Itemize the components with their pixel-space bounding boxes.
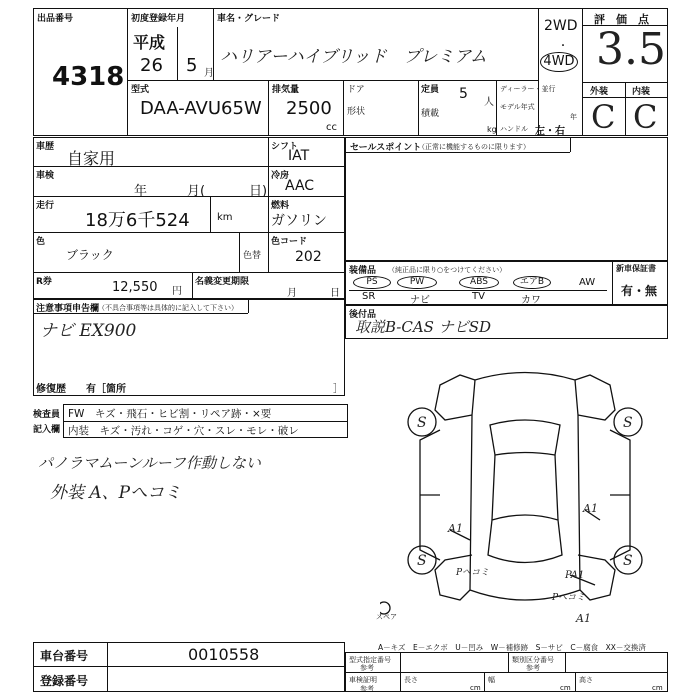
ac-label: 冷房 xyxy=(271,171,290,181)
inspection-year: 年 xyxy=(134,184,148,199)
divider xyxy=(248,299,249,313)
width-label: 幅 xyxy=(488,676,495,684)
mark-p-rear-right: Pへコミ xyxy=(552,593,586,603)
reg-month: 5 xyxy=(186,55,198,76)
warranty-value: 有・無 xyxy=(621,284,658,298)
divider xyxy=(418,80,419,136)
width-unit: cm xyxy=(560,684,571,692)
divider xyxy=(538,8,539,136)
color-code-label: 色コード xyxy=(271,237,308,247)
divider xyxy=(268,232,269,272)
equip-pw: PW xyxy=(397,276,437,289)
color-value: ブラック xyxy=(66,248,114,262)
month-unit: 月 xyxy=(204,68,214,79)
type-label: 型式 xyxy=(131,85,150,95)
capacity-label: 定員 xyxy=(421,85,440,95)
drive-4wd: 4WD xyxy=(540,52,578,72)
inspector-row-2: 内装 キズ・汚れ・コゲ・穴・スレ・モレ・破レ xyxy=(68,425,299,437)
shape-label: 形状 xyxy=(347,107,366,117)
mark-fr: S xyxy=(623,415,633,431)
length-unit: cm xyxy=(470,684,481,692)
equip-aw: AW xyxy=(579,277,596,288)
recycle-unit: 円 xyxy=(172,286,182,297)
repair-label: 修復歴 xyxy=(36,384,66,395)
chassis-label: 車台番号 xyxy=(40,649,89,663)
reg-label: 登録番号 xyxy=(40,674,89,688)
first-reg-label: 初度登録年月 xyxy=(131,14,186,24)
equipment-label: 装備品 xyxy=(349,266,377,276)
displacement-value: 2500 xyxy=(286,98,332,119)
interior-label: 内装 xyxy=(632,87,651,97)
ref-label-1: 参考 xyxy=(360,664,374,672)
divider xyxy=(107,642,108,692)
sales-point-box xyxy=(345,137,668,261)
spare-label: スペア xyxy=(376,613,397,621)
dot: ・ xyxy=(558,41,568,52)
windshield xyxy=(490,420,560,455)
divider xyxy=(33,313,248,314)
equip-sr: SR xyxy=(362,291,376,302)
mark-a1-right: A1 xyxy=(583,502,598,515)
inspector-comment-1: パノラマムーンルーフ作動しない xyxy=(38,454,261,472)
recycle-label: R券 xyxy=(36,277,52,287)
color-change-label: 色替 xyxy=(243,251,262,261)
notes-sub: （不具合事項等は具体的に記入して下さい） xyxy=(98,304,238,312)
divider xyxy=(239,232,240,272)
divider xyxy=(565,652,566,672)
color-code-value: 202 xyxy=(295,249,322,265)
front-right-fender xyxy=(575,375,615,420)
divider xyxy=(343,80,344,136)
door-label: ドア xyxy=(347,85,365,95)
front-left-fender xyxy=(435,375,475,420)
inspection-label: 車検 xyxy=(36,171,55,181)
mark-rr: S xyxy=(623,553,633,569)
inspector-label-2: 記入欄 xyxy=(33,425,61,435)
divider xyxy=(496,80,497,136)
ac-value: AAC xyxy=(285,178,315,194)
equip-leather: カワ xyxy=(521,295,541,306)
mark-rl: S xyxy=(417,553,427,569)
divider xyxy=(508,652,509,672)
divider xyxy=(570,137,571,152)
divider xyxy=(575,672,576,692)
dealer-label: ディーラー・並行 xyxy=(500,85,556,93)
mark-pa1-rear: PA1 xyxy=(565,570,585,581)
equip-airbag: エアB xyxy=(513,276,551,289)
drive-2wd: 2WD xyxy=(544,18,578,34)
divider xyxy=(210,196,211,232)
warranty-label: 新車保証書 xyxy=(616,264,656,273)
exterior-grade: C xyxy=(591,98,616,136)
mark-p-rear-left: Pへコミ xyxy=(456,568,490,578)
divider xyxy=(33,666,345,667)
divider xyxy=(127,80,538,81)
mark-a1-bottom: A1 xyxy=(576,612,591,625)
model-year-label: モデル年式 xyxy=(500,103,535,111)
model-year-unit: 年 xyxy=(570,113,577,121)
divider xyxy=(345,152,570,153)
chassis-value: 0010558 xyxy=(188,645,260,664)
divider xyxy=(612,261,613,305)
load-unit: kg xyxy=(487,125,497,134)
interior-grade: C xyxy=(633,98,658,136)
height-unit: cm xyxy=(652,684,663,692)
tax-label: 名義変更期限 xyxy=(195,277,250,287)
repair-value: 有［箇所 xyxy=(86,384,126,395)
notes-label: 注意事項申告欄 xyxy=(36,304,100,314)
divider xyxy=(625,82,626,136)
divider xyxy=(177,27,178,80)
divider xyxy=(63,421,348,422)
grade-value: 3.5 xyxy=(596,24,666,75)
class-label: 類別区分番号 xyxy=(512,656,554,664)
handle-label: ハンドル xyxy=(500,125,528,133)
equip-ps: PS xyxy=(353,276,391,289)
divider xyxy=(400,652,401,692)
model-name: ハリアーハイブリッド プレミアム xyxy=(220,47,487,67)
inspection-day: 日) xyxy=(249,184,268,199)
fuel-value: ガソリン xyxy=(271,213,327,229)
length-label: 長さ xyxy=(404,676,418,684)
equip-navi: ナビ xyxy=(410,295,430,306)
divider xyxy=(127,8,128,136)
mark-fl: S xyxy=(417,415,427,431)
type-designation-label: 型式指定番号 xyxy=(349,656,391,664)
divider xyxy=(268,137,269,232)
divider xyxy=(33,272,345,273)
grade-label: 評 価 点 xyxy=(594,13,649,26)
inspector-row-1: FW キズ・飛石・ヒビ割・リペア跡・×要 xyxy=(68,408,272,420)
inspector-label-1: 検査員 xyxy=(33,410,61,420)
handle-value: 左・右 xyxy=(535,126,565,137)
car-body-outline xyxy=(470,373,580,601)
repair-close: ］ xyxy=(333,384,343,395)
cc-unit: cc xyxy=(326,122,337,133)
tax-month: 月 xyxy=(287,288,297,299)
lot-number: 4318 xyxy=(52,62,125,92)
aftermarket-value: 取説B-CAS ナビSD xyxy=(355,318,492,336)
sales-point-label: セールスポイント xyxy=(350,143,422,153)
tax-day: 日 xyxy=(330,288,340,299)
reg-year: 26 xyxy=(140,55,163,76)
era: 平成 xyxy=(133,33,166,52)
ref-label-2: 参考 xyxy=(526,664,540,672)
divider xyxy=(582,8,583,136)
mileage-value: 18万6千524 xyxy=(85,210,190,231)
inspection-month: 月( xyxy=(187,184,206,199)
rear-window xyxy=(488,515,562,563)
ref-label-3: 参考 xyxy=(360,685,374,693)
usage-value: 自家用 xyxy=(67,149,116,168)
divider xyxy=(192,272,193,299)
equipment-note: （純正品に限り○をつけてください） xyxy=(388,266,507,274)
car-diagram xyxy=(380,360,670,630)
mark-a1-left: A1 xyxy=(448,522,463,535)
divider xyxy=(33,232,345,233)
capacity-unit: 人 xyxy=(484,97,494,108)
divider xyxy=(213,8,214,81)
recycle-value: 12,550 xyxy=(112,280,158,295)
divider xyxy=(484,672,485,692)
divider xyxy=(345,672,668,673)
inspector-comment-2: 外装 A、Pへコミ xyxy=(50,483,182,503)
color-label: 色 xyxy=(36,237,46,247)
equip-abs: ABS xyxy=(459,276,499,289)
type-value: DAA-AVU65W xyxy=(140,98,262,119)
shift-value: IAT xyxy=(288,148,310,164)
lot-label: 出品番号 xyxy=(37,14,74,24)
usage-label: 車歴 xyxy=(36,142,55,152)
cert-label: 車検証明 xyxy=(349,676,377,684)
mileage-unit: km xyxy=(217,212,233,223)
load-label: 積載 xyxy=(421,109,440,119)
roof-pillars xyxy=(492,455,558,520)
aftermarket-label: 後付品 xyxy=(349,310,377,320)
divider xyxy=(268,80,269,136)
model-label: 車名・グレード xyxy=(217,14,281,24)
height-label: 高さ xyxy=(579,676,593,684)
shift-label: シフト xyxy=(271,142,299,152)
sales-point-note: （正常に機能するものに限ります） xyxy=(418,143,530,151)
capacity-value: 5 xyxy=(459,86,468,102)
mileage-label: 走行 xyxy=(36,201,55,211)
displacement-label: 排気量 xyxy=(272,85,300,95)
diagram-legend: A－キズ E－エクボ U－凹み W－補修跡 S－サビ C－腐食 XX－交換済 xyxy=(378,643,646,652)
fuel-label: 燃料 xyxy=(271,201,290,211)
equip-tv: TV xyxy=(472,291,485,302)
notes-value: ナビ EX900 xyxy=(40,321,137,341)
exterior-label: 外装 xyxy=(590,87,609,97)
